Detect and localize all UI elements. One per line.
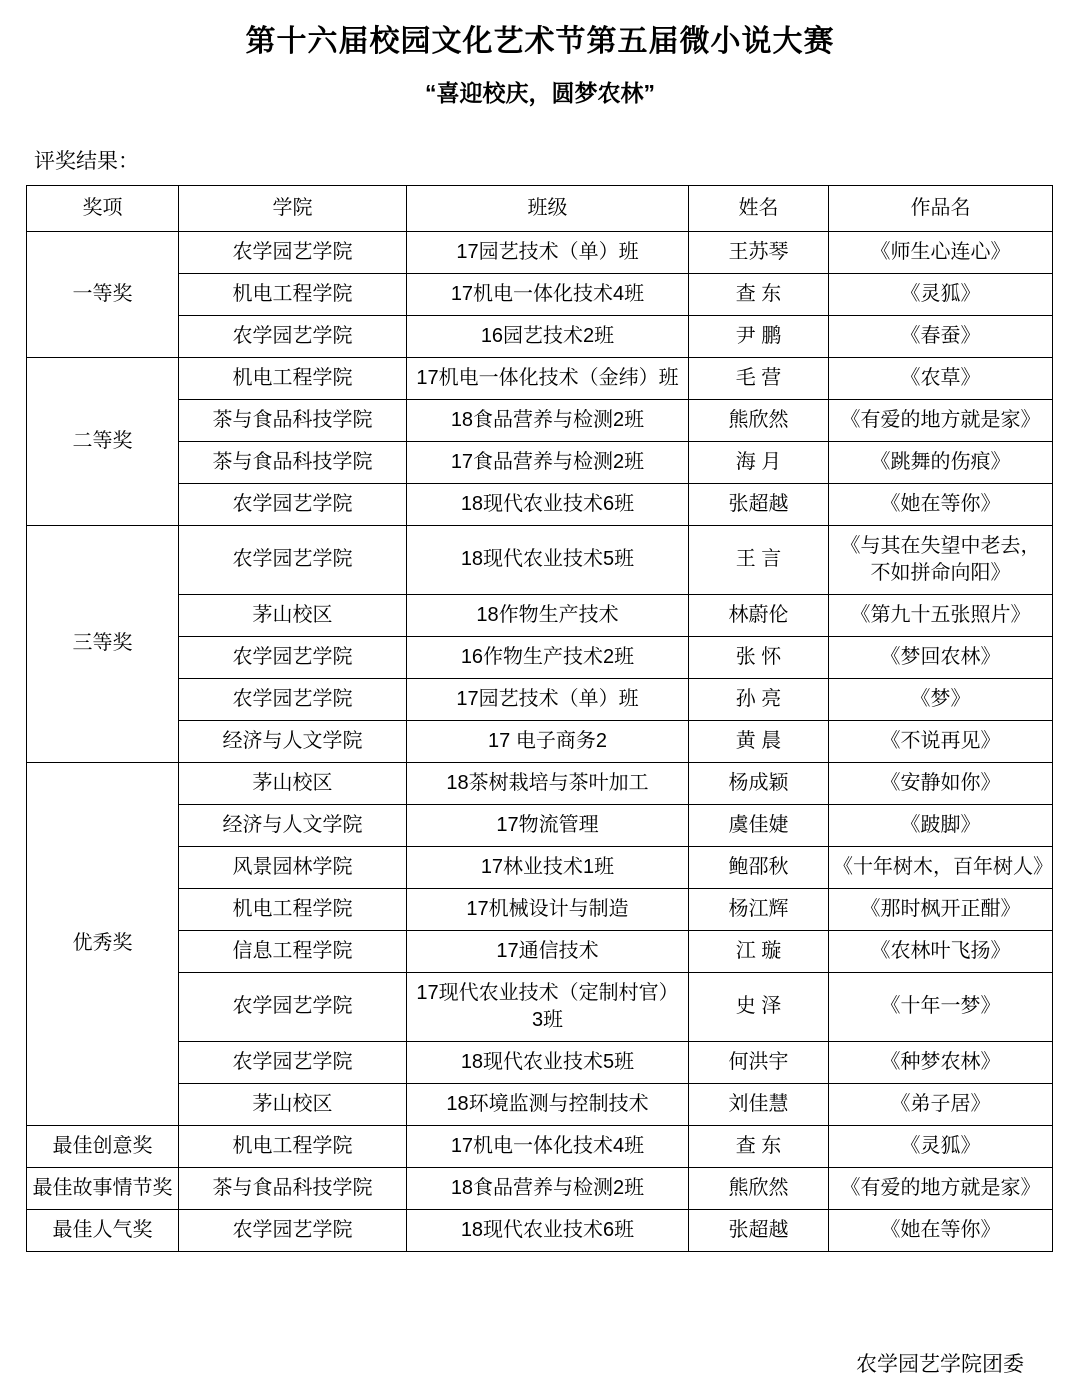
table-row [27,1041,1053,1083]
table-row [27,636,1053,678]
column-header-work: 作品名 [829,185,1053,231]
name-cell: 江 璇 [689,930,829,972]
table-header [27,185,1053,231]
section-label: 评奖结果： [34,149,139,173]
name-cell: 尹 鹏 [689,315,829,357]
college-cell: 农学园艺学院 [179,1209,407,1251]
work-cell: 《十年树木，百年树人》 [829,846,1053,888]
class-cell: 17林业技术1班 [407,846,689,888]
table-row [27,846,1053,888]
name-cell: 杨成颖 [689,762,829,804]
table-row [27,804,1053,846]
name-cell: 黄 晨 [689,720,829,762]
table-row [27,594,1053,636]
class-cell: 17机械设计与制造 [407,888,689,930]
name-cell: 熊欣然 [689,399,829,441]
class-cell: 18茶树栽培与茶叶加工 [407,762,689,804]
name-cell: 毛 营 [689,357,829,399]
college-cell: 农学园艺学院 [179,972,407,1041]
college-cell: 机电工程学院 [179,357,407,399]
college-cell: 茶与食品科技学院 [179,1167,407,1209]
name-cell: 王苏琴 [689,231,829,273]
table-row [27,888,1053,930]
name-cell: 鲍邵秋 [689,846,829,888]
class-cell: 17物流管理 [407,804,689,846]
college-cell: 经济与人文学院 [179,720,407,762]
name-cell: 王 言 [689,525,829,594]
college-cell: 农学园艺学院 [179,483,407,525]
name-cell: 杨江辉 [689,888,829,930]
class-cell: 17园艺技术（单）班 [407,231,689,273]
class-cell: 18现代农业技术6班 [407,483,689,525]
page-title: 第十六届校园文化艺术节第五届微小说大赛 [245,25,835,58]
class-cell: 17通信技术 [407,930,689,972]
name-cell: 林蔚伦 [689,594,829,636]
work-cell: 《安静如你》 [829,762,1053,804]
award-cell: 最佳创意奖 [27,1125,179,1167]
college-cell: 茅山校区 [179,1083,407,1125]
name-cell: 张超越 [689,483,829,525]
work-cell: 《那时枫开正酣》 [829,888,1053,930]
work-cell: 《梦回农林》 [829,636,1053,678]
college-cell: 风景园林学院 [179,846,407,888]
college-cell: 农学园艺学院 [179,315,407,357]
college-cell: 信息工程学院 [179,930,407,972]
name-cell: 熊欣然 [689,1167,829,1209]
work-cell: 《农草》 [829,357,1053,399]
work-cell: 《灵狐》 [829,1125,1053,1167]
college-cell: 茶与食品科技学院 [179,399,407,441]
document-footer: 农学园艺学院团委 [856,1353,1024,1376]
work-cell: 《跳舞的伤痕》 [829,441,1053,483]
class-cell: 18环境监测与控制技术 [407,1083,689,1125]
column-header-name: 姓名 [689,185,829,231]
table-header-row [27,185,1053,231]
results-table [26,185,1053,1252]
college-cell: 机电工程学院 [179,888,407,930]
table-row [27,1209,1053,1251]
work-cell: 《与其在失望中老去，不如拼命向阳》 [829,525,1053,594]
work-cell: 《有爱的地方就是家》 [829,399,1053,441]
work-cell: 《跛脚》 [829,804,1053,846]
class-cell: 16作物生产技术2班 [407,636,689,678]
college-cell: 茅山校区 [179,762,407,804]
page-subtitle: “喜迎校庆，圆梦农林” [425,80,655,106]
table-row [27,483,1053,525]
column-header-class: 班级 [407,185,689,231]
name-cell: 虞佳婕 [689,804,829,846]
class-cell: 17园艺技术（单）班 [407,678,689,720]
work-cell: 《师生心连心》 [829,231,1053,273]
name-cell: 张超越 [689,1209,829,1251]
award-cell: 最佳人气奖 [27,1209,179,1251]
award-cell: 三等奖 [27,525,179,762]
college-cell: 机电工程学院 [179,1125,407,1167]
table-body [27,231,1053,1251]
column-header-college: 学院 [179,185,407,231]
class-cell: 17食品营养与检测2班 [407,441,689,483]
work-cell: 《种梦农林》 [829,1041,1053,1083]
table-row [27,357,1053,399]
name-cell: 查 东 [689,273,829,315]
table-row [27,762,1053,804]
table-row [27,972,1053,1041]
work-cell: 《第九十五张照片》 [829,594,1053,636]
award-cell: 一等奖 [27,231,179,357]
name-cell: 海 月 [689,441,829,483]
table-row [27,1125,1053,1167]
class-cell: 17机电一体化技术（金纬）班 [407,357,689,399]
work-cell: 《十年一梦》 [829,972,1053,1041]
award-cell: 二等奖 [27,357,179,525]
class-cell: 18现代农业技术5班 [407,1041,689,1083]
class-cell: 18作物生产技术 [407,594,689,636]
work-cell: 《她在等你》 [829,1209,1053,1251]
class-cell: 18现代农业技术6班 [407,1209,689,1251]
work-cell: 《灵狐》 [829,273,1053,315]
class-cell: 16园艺技术2班 [407,315,689,357]
name-cell: 史 泽 [689,972,829,1041]
class-cell: 17现代农业技术（定制村官）3班 [407,972,689,1041]
table-row [27,441,1053,483]
college-cell: 农学园艺学院 [179,525,407,594]
class-cell: 18现代农业技术5班 [407,525,689,594]
college-cell: 农学园艺学院 [179,678,407,720]
college-cell: 茅山校区 [179,594,407,636]
college-cell: 农学园艺学院 [179,1041,407,1083]
work-cell: 《不说再见》 [829,720,1053,762]
table-row [27,315,1053,357]
name-cell: 张 怀 [689,636,829,678]
table-row [27,1167,1053,1209]
table-row [27,399,1053,441]
class-cell: 18食品营养与检测2班 [407,399,689,441]
class-cell: 17 电子商务2 [407,720,689,762]
class-cell: 17机电一体化技术4班 [407,273,689,315]
college-cell: 经济与人文学院 [179,804,407,846]
work-cell: 《春蚕》 [829,315,1053,357]
name-cell: 何洪宇 [689,1041,829,1083]
table-row [27,273,1053,315]
award-cell: 优秀奖 [27,762,179,1125]
work-cell: 《有爱的地方就是家》 [829,1167,1053,1209]
table-row [27,930,1053,972]
column-header-award: 奖项 [27,185,179,231]
table-row [27,525,1053,594]
work-cell: 《梦》 [829,678,1053,720]
work-cell: 《她在等你》 [829,483,1053,525]
table-row [27,231,1053,273]
award-cell: 最佳故事情节奖 [27,1167,179,1209]
work-cell: 《弟子居》 [829,1083,1053,1125]
name-cell: 刘佳慧 [689,1083,829,1125]
name-cell: 查 东 [689,1125,829,1167]
table-row [27,678,1053,720]
name-cell: 孙 亮 [689,678,829,720]
class-cell: 18食品营养与检测2班 [407,1167,689,1209]
class-cell: 17机电一体化技术4班 [407,1125,689,1167]
college-cell: 茶与食品科技学院 [179,441,407,483]
work-cell: 《农林叶飞扬》 [829,930,1053,972]
table-row [27,720,1053,762]
table-row [27,1083,1053,1125]
college-cell: 机电工程学院 [179,273,407,315]
college-cell: 农学园艺学院 [179,231,407,273]
college-cell: 农学园艺学院 [179,636,407,678]
